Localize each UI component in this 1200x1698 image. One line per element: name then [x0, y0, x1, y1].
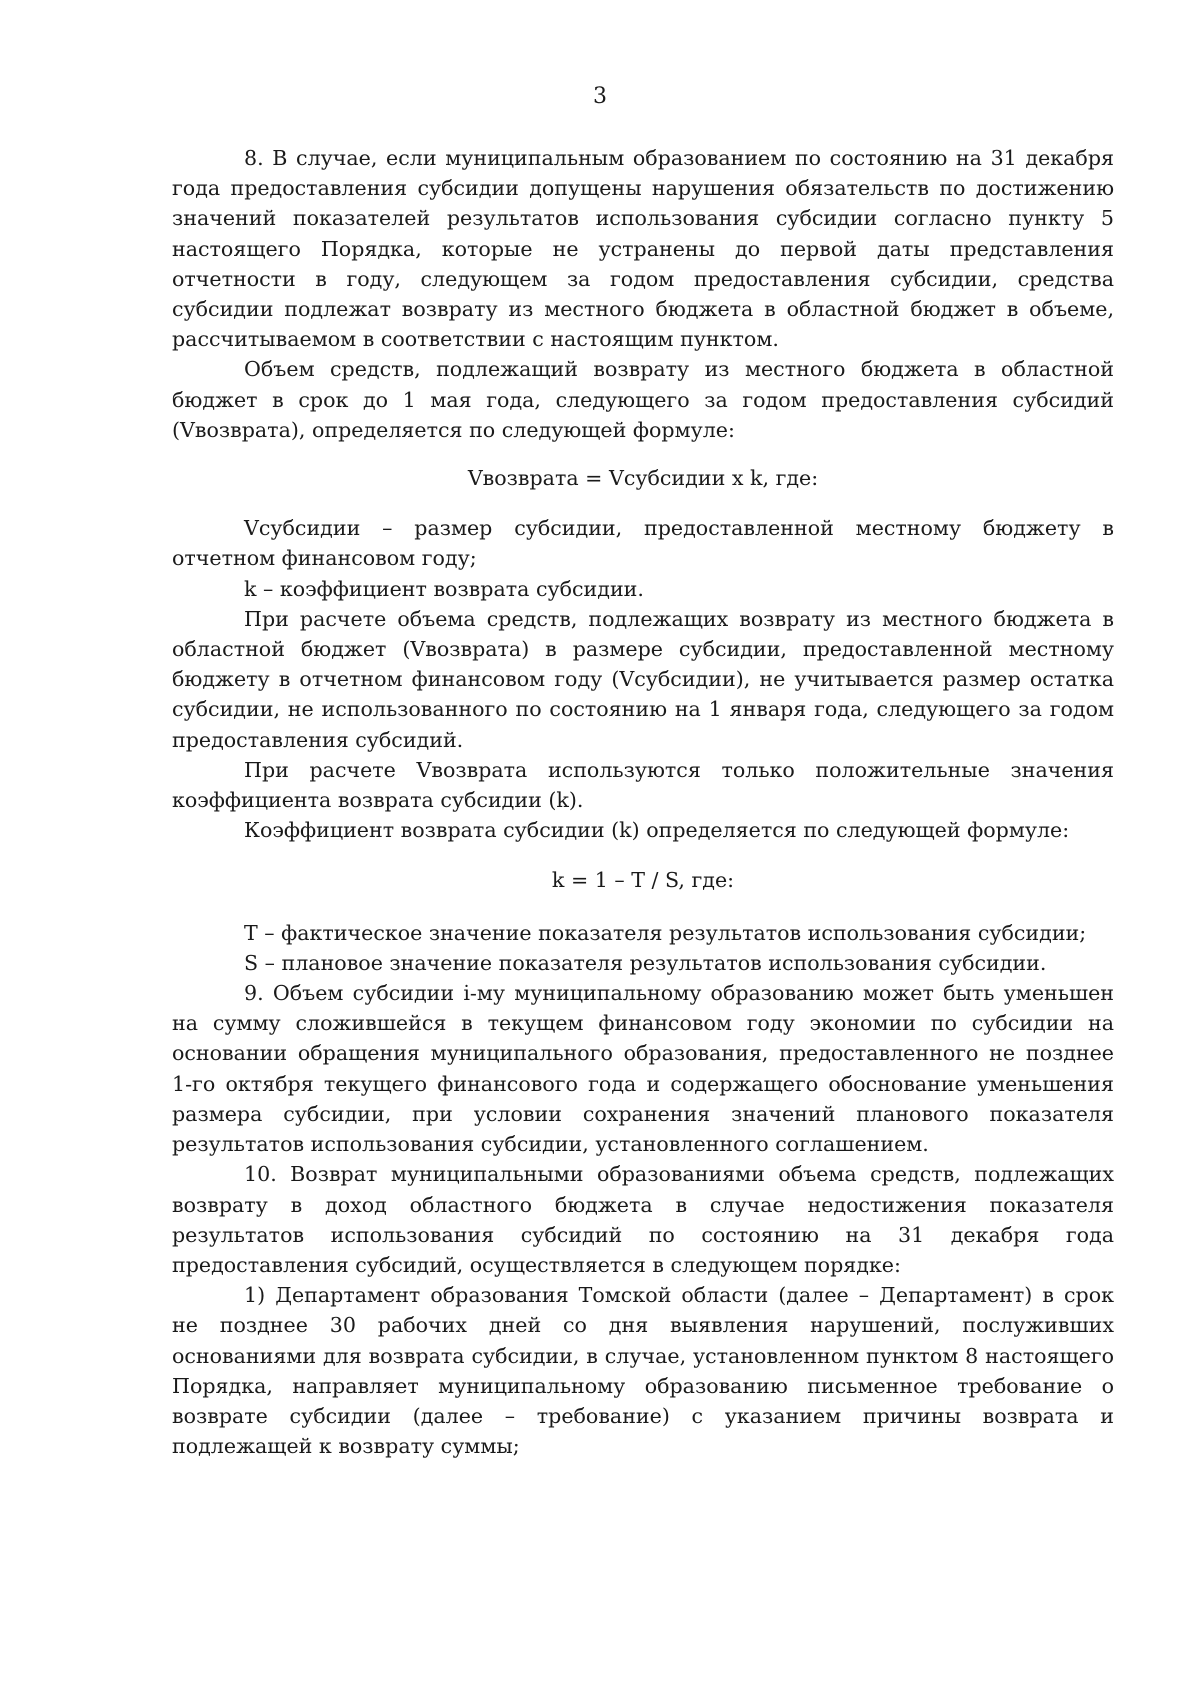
paragraph-10-1: 1) Департамент образования Томской области (далее – Департамент) в срок не позднее 30 рабочих дней со дня выявления нарушений, послуживших основаниями для возврата субсидии, в случае, установленном пунктом 8 настоящего Порядка, направляет муниципальному образованию письменное требование о возврате субсидии (далее – требование) с указанием причины возврата и подлежащей к возврату суммы;: [172, 1283, 1114, 1459]
formula-coefficient: k = 1 – T / S, где:: [551, 868, 735, 893]
formula-return-volume: Vвозврата = Vсубсидии x k, где:: [467, 466, 819, 491]
paragraph-9: 9. Объем субсидии i-му муниципальному образованию может быть уменьшен на сумму сложившейся в текущем финансовом году экономии по субсидии на основании обращения муниципального образования, предоставленного не позднее 1-го октября текущего финансового года и содержащего обоснование уменьшения размера субсидии, при условии сохранения значений планового показателя результатов использования субсидии, установленного соглашением.: [172, 981, 1114, 1157]
document-body: [172, 143, 1114, 1461]
page-number: 3: [593, 84, 607, 109]
paragraph-return-volume: Объем средств, подлежащий возврату из местного бюджета в областной бюджет в срок до 1 мая года, следующего за годом предоставления субсидий (Vвозврата), определяется по следующей формуле:: [172, 357, 1114, 442]
definition-vsubsidy: Vсубсидии – размер субсидии, предоставленной местному бюджету в отчетном финансовом году;: [172, 516, 1114, 571]
paragraph-8: 8. В случае, если муниципальным образованием по состоянию на 31 декабря года предоставления субсидии допущены нарушения обязательств по достижению значений показателей результатов использования субсидии согласно пункту 5 настоящего Порядка, которые не устранены до первой даты представления отчетности в году, следующем за годом предоставления субсидии, средства субсидии подлежат возврату из местного бюджета в областной бюджет в объеме, рассчитываемом в соответствии с настоящим пунктом.: [172, 146, 1114, 352]
definition-k: k – коэффициент возврата субсидии.: [244, 576, 644, 601]
paragraph-coefficient: Коэффициент возврата субсидии (k) определяется по следующей формуле:: [244, 818, 1070, 843]
paragraph-calculation-1: При расчете объема средств, подлежащих возврату из местного бюджета в областной бюджет (Vвозврата) в размере субсидии, предоставленной местному бюджету в отчетном финансовом году (Vсубсидии), не учитывается размер остатка субсидии, не использованного по состоянию на 1 января года, следующего за годом предоставления субсидий.: [172, 606, 1114, 752]
paragraph-calculation-2: При расчете Vвозврата используются только положительные значения коэффициента возврата субсидии (k).: [172, 757, 1114, 813]
paragraph-10: 10. Возврат муниципальными образованиями объема средств, подлежащих возврату в доход областного бюджета в случае недостижения показателя результатов использования субсидий по состоянию на 31 декабря года предоставления субсидий, осуществляется в следующем порядке:: [172, 1162, 1114, 1277]
definition-t: T – фактическое значение показателя результатов использования субсидии;: [244, 920, 1087, 945]
definition-s: S – плановое значение показателя результатов использования субсидии.: [244, 950, 1047, 975]
